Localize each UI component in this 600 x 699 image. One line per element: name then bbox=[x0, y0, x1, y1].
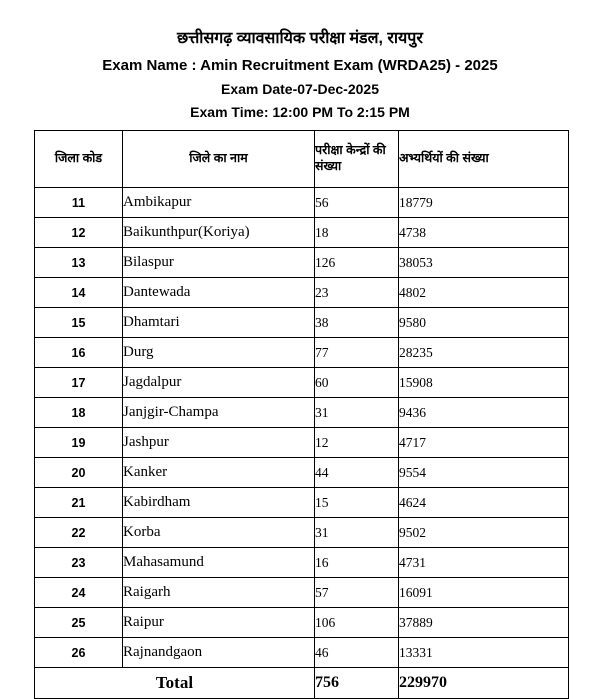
page-header bbox=[34, 26, 566, 120]
cell-candidates: 38053 bbox=[399, 248, 569, 278]
table-header-row bbox=[35, 131, 569, 188]
cell-district-name: Rajnandgaon bbox=[123, 638, 315, 668]
column-header-exam-centers: परीक्षा केन्द्रों की संख्या bbox=[315, 131, 399, 188]
cell-exam-centers: 57 bbox=[315, 578, 399, 608]
cell-exam-centers: 31 bbox=[315, 518, 399, 548]
cell-district-code: 12 bbox=[35, 218, 123, 248]
table-row bbox=[35, 488, 569, 518]
cell-candidates: 4731 bbox=[399, 548, 569, 578]
cell-district-code: 23 bbox=[35, 548, 123, 578]
cell-district-name: Kabirdham bbox=[123, 488, 315, 518]
cell-exam-centers: 46 bbox=[315, 638, 399, 668]
cell-district-name: Dantewada bbox=[123, 278, 315, 308]
cell-exam-centers: 44 bbox=[315, 458, 399, 488]
cell-exam-centers: 77 bbox=[315, 338, 399, 368]
cell-district-name: Jashpur bbox=[123, 428, 315, 458]
cell-candidates: 4802 bbox=[399, 278, 569, 308]
cell-exam-centers: 31 bbox=[315, 398, 399, 428]
column-header-district-code: जिला कोड bbox=[35, 131, 123, 188]
cell-candidates: 16091 bbox=[399, 578, 569, 608]
cell-district-code: 15 bbox=[35, 308, 123, 338]
table-row bbox=[35, 518, 569, 548]
cell-district-name: Raigarh bbox=[123, 578, 315, 608]
cell-district-name: Mahasamund bbox=[123, 548, 315, 578]
cell-district-name: Kanker bbox=[123, 458, 315, 488]
cell-district-code: 20 bbox=[35, 458, 123, 488]
cell-district-name: Jagdalpur bbox=[123, 368, 315, 398]
cell-district-code: 24 bbox=[35, 578, 123, 608]
cell-district-code: 11 bbox=[35, 188, 123, 218]
cell-exam-centers: 16 bbox=[315, 548, 399, 578]
table-row bbox=[35, 218, 569, 248]
cell-candidates: 28235 bbox=[399, 338, 569, 368]
cell-district-code: 14 bbox=[35, 278, 123, 308]
cell-district-code: 18 bbox=[35, 398, 123, 428]
total-candidates: 229970 bbox=[399, 668, 569, 699]
cell-district-name: Baikunthpur(Koriya) bbox=[123, 218, 315, 248]
cell-exam-centers: 126 bbox=[315, 248, 399, 278]
cell-exam-centers: 106 bbox=[315, 608, 399, 638]
table-total-row bbox=[35, 668, 569, 699]
cell-district-code: 19 bbox=[35, 428, 123, 458]
cell-candidates: 18779 bbox=[399, 188, 569, 218]
cell-exam-centers: 56 bbox=[315, 188, 399, 218]
table-row bbox=[35, 548, 569, 578]
district-exam-table bbox=[34, 130, 569, 699]
table-row bbox=[35, 458, 569, 488]
cell-district-name: Ambikapur bbox=[123, 188, 315, 218]
table-row bbox=[35, 398, 569, 428]
cell-exam-centers: 12 bbox=[315, 428, 399, 458]
cell-candidates: 9502 bbox=[399, 518, 569, 548]
cell-candidates: 13331 bbox=[399, 638, 569, 668]
table-row bbox=[35, 368, 569, 398]
cell-candidates: 9580 bbox=[399, 308, 569, 338]
table-row bbox=[35, 188, 569, 218]
column-header-candidates: अभ्यर्थियों की संख्या bbox=[399, 131, 569, 188]
cell-candidates: 9436 bbox=[399, 398, 569, 428]
cell-exam-centers: 38 bbox=[315, 308, 399, 338]
cell-candidates: 4717 bbox=[399, 428, 569, 458]
table-row bbox=[35, 638, 569, 668]
exam-time: Exam Time: 12:00 PM To 2:15 PM bbox=[190, 104, 410, 120]
cell-candidates: 9554 bbox=[399, 458, 569, 488]
cell-district-code: 26 bbox=[35, 638, 123, 668]
cell-exam-centers: 15 bbox=[315, 488, 399, 518]
total-label: Total bbox=[35, 668, 315, 699]
cell-exam-centers: 18 bbox=[315, 218, 399, 248]
cell-candidates: 4624 bbox=[399, 488, 569, 518]
table-row bbox=[35, 278, 569, 308]
table-body bbox=[35, 188, 569, 699]
cell-district-name: Dhamtari bbox=[123, 308, 315, 338]
cell-district-name: Korba bbox=[123, 518, 315, 548]
cell-candidates: 37889 bbox=[399, 608, 569, 638]
cell-district-name: Raipur bbox=[123, 608, 315, 638]
cell-district-code: 21 bbox=[35, 488, 123, 518]
exam-date: Exam Date-07-Dec-2025 bbox=[221, 81, 379, 97]
cell-exam-centers: 23 bbox=[315, 278, 399, 308]
cell-candidates: 4738 bbox=[399, 218, 569, 248]
total-exam-centers: 756 bbox=[315, 668, 399, 699]
table-row bbox=[35, 608, 569, 638]
table-row bbox=[35, 428, 569, 458]
table-header bbox=[35, 131, 569, 188]
cell-district-code: 16 bbox=[35, 338, 123, 368]
cell-district-name: Janjgir-Champa bbox=[123, 398, 315, 428]
cell-district-code: 22 bbox=[35, 518, 123, 548]
exam-name: Exam Name : Amin Recruitment Exam (WRDA25) - 2025 bbox=[102, 57, 498, 74]
table-row bbox=[35, 308, 569, 338]
cell-district-code: 25 bbox=[35, 608, 123, 638]
table-row bbox=[35, 578, 569, 608]
organization-title: छत्तीसगढ़ व्यावसायिक परीक्षा मंडल, रायपुर bbox=[177, 30, 423, 47]
table-row bbox=[35, 248, 569, 278]
cell-district-name: Bilaspur bbox=[123, 248, 315, 278]
cell-district-code: 13 bbox=[35, 248, 123, 278]
cell-candidates: 15908 bbox=[399, 368, 569, 398]
cell-exam-centers: 60 bbox=[315, 368, 399, 398]
cell-district-code: 17 bbox=[35, 368, 123, 398]
table-row bbox=[35, 338, 569, 368]
cell-district-name: Durg bbox=[123, 338, 315, 368]
column-header-district-name: जिले का नाम bbox=[123, 131, 315, 188]
